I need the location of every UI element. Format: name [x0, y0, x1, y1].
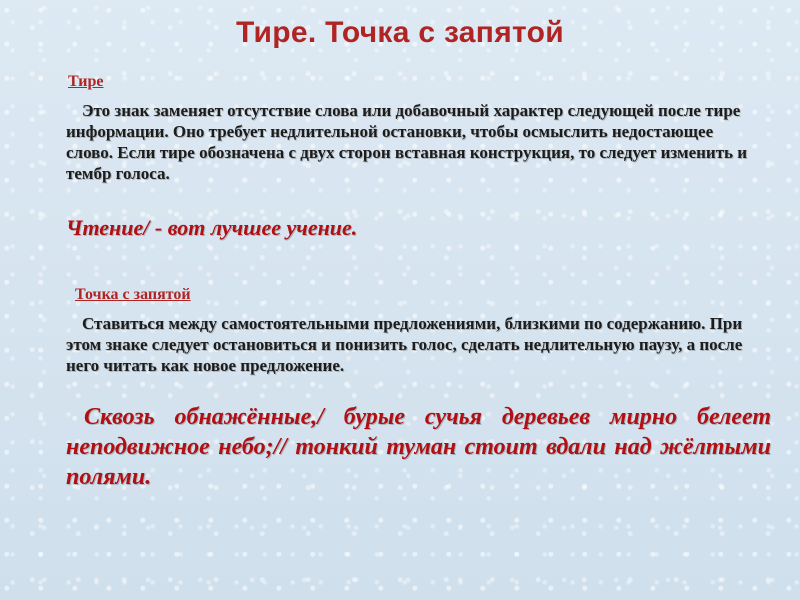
example-semicolon — [66, 402, 771, 492]
paragraph-dash — [66, 100, 756, 184]
heading-semicolon: Точка с запятой — [75, 286, 191, 303]
heading-dash: Тире — [68, 73, 104, 90]
paragraph-semicolon — [66, 313, 766, 376]
example-dash: Чтение/ - вот лучшее учение. — [66, 215, 358, 240]
example-semicolon-text: Сквозь обнажённые,/ бурые сучья деревьев мирно белеет неподвижное небо;// тонкий туман стоит вдали над жёлтыми полями. — [66, 404, 771, 490]
paragraph-dash-text: Это знак заменяет отсутствие слова или добавочный характер следующей после тире информации. Оно требует недлительной остановки, чтобы осмыслить недостающее слово. Если тире обозначена с двух сторон вставная конструкция, то следует изменить и тембр голоса. — [66, 101, 748, 183]
slide-title: Тире. Точка с запятой — [236, 16, 564, 49]
paragraph-semicolon-text: Ставиться между самостоятельными предложениями, близкими по содержанию. При этом знаке следует остановиться и понизить голос, сделать недлительную паузу, а после него читать как новое предложение. — [66, 314, 743, 375]
